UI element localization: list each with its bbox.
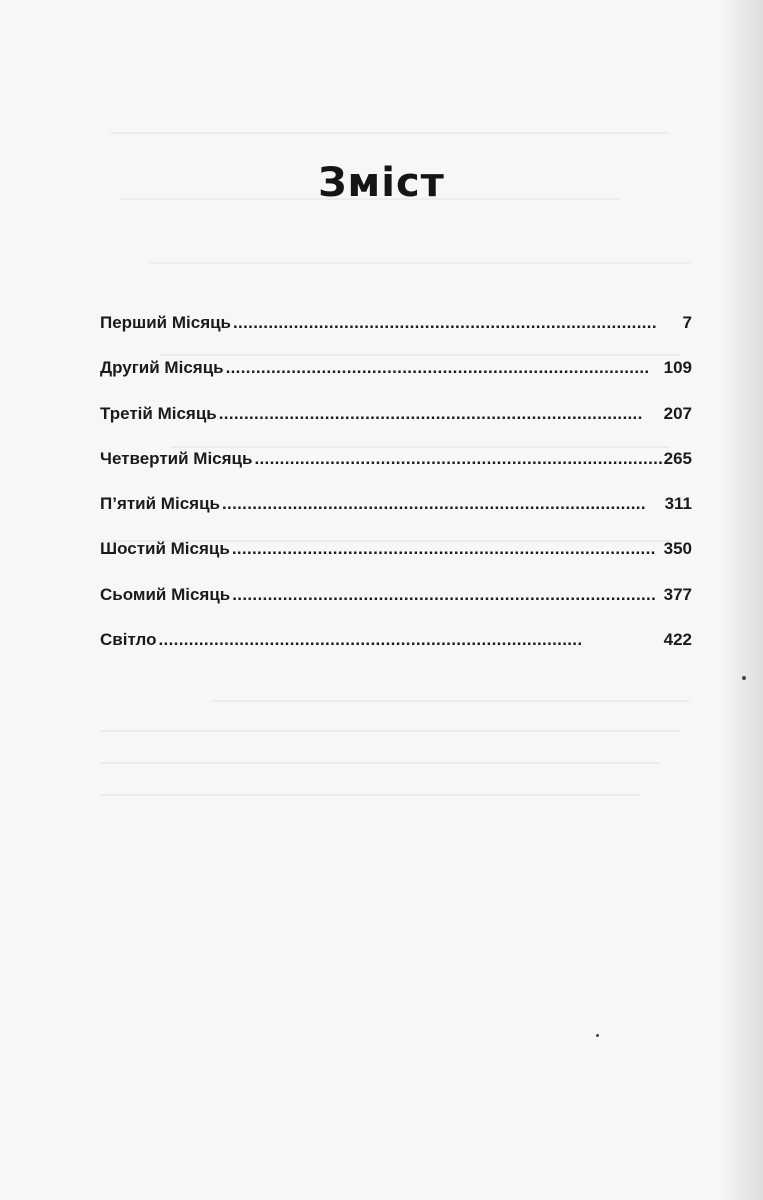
toc-leader-dots (233, 313, 681, 333)
toc-entry (100, 585, 692, 609)
toc-entry (100, 358, 692, 382)
toc-leader-dots (254, 449, 661, 469)
toc-entry-page: 109 (663, 358, 692, 378)
toc-entry (100, 449, 692, 473)
toc-entry-page: 350 (663, 539, 692, 559)
toc-entry-label: Третій Місяць (100, 403, 217, 423)
toc-entry-page: 7 (682, 313, 692, 332)
toc-leader-dots (232, 585, 661, 605)
toc-leader-dots (159, 630, 662, 650)
table-of-contents (100, 313, 692, 675)
print-speck (596, 1034, 599, 1037)
toc-entry-label: Перший Місяць (100, 313, 232, 332)
toc-entry (100, 539, 692, 563)
toc-entry-label: Шостий Місяць (100, 539, 230, 559)
toc-leader-dots (232, 539, 662, 559)
toc-leader-dots (219, 404, 662, 424)
toc-entry (100, 630, 692, 654)
page-title: Зміст (318, 160, 445, 206)
print-speck (742, 676, 746, 680)
toc-entry-label: Четвертий Місяць (100, 448, 253, 468)
show-through-line (100, 730, 680, 732)
toc-entry (100, 313, 692, 337)
toc-entry-page: 311 (664, 494, 692, 514)
toc-entry-page: 207 (663, 403, 692, 423)
toc-leader-dots (222, 494, 663, 514)
toc-entry-label: П’ятий Місяць (100, 494, 220, 514)
show-through-line (100, 794, 640, 796)
toc-leader-dots (226, 358, 662, 378)
toc-entry-page: 265 (663, 448, 692, 468)
show-through-line (150, 262, 690, 264)
toc-entry-page: 422 (663, 630, 692, 650)
show-through-line (110, 132, 670, 134)
toc-entry (100, 494, 692, 518)
toc-entry-page: 377 (663, 584, 692, 604)
toc-entry-label: Другий Місяць (100, 358, 224, 378)
toc-entry-label: Світло (100, 630, 157, 650)
toc-entry-label: Сьомий Місяць (100, 584, 231, 604)
toc-entry (100, 404, 692, 428)
show-through-line (210, 700, 690, 702)
show-through-line (100, 762, 660, 764)
